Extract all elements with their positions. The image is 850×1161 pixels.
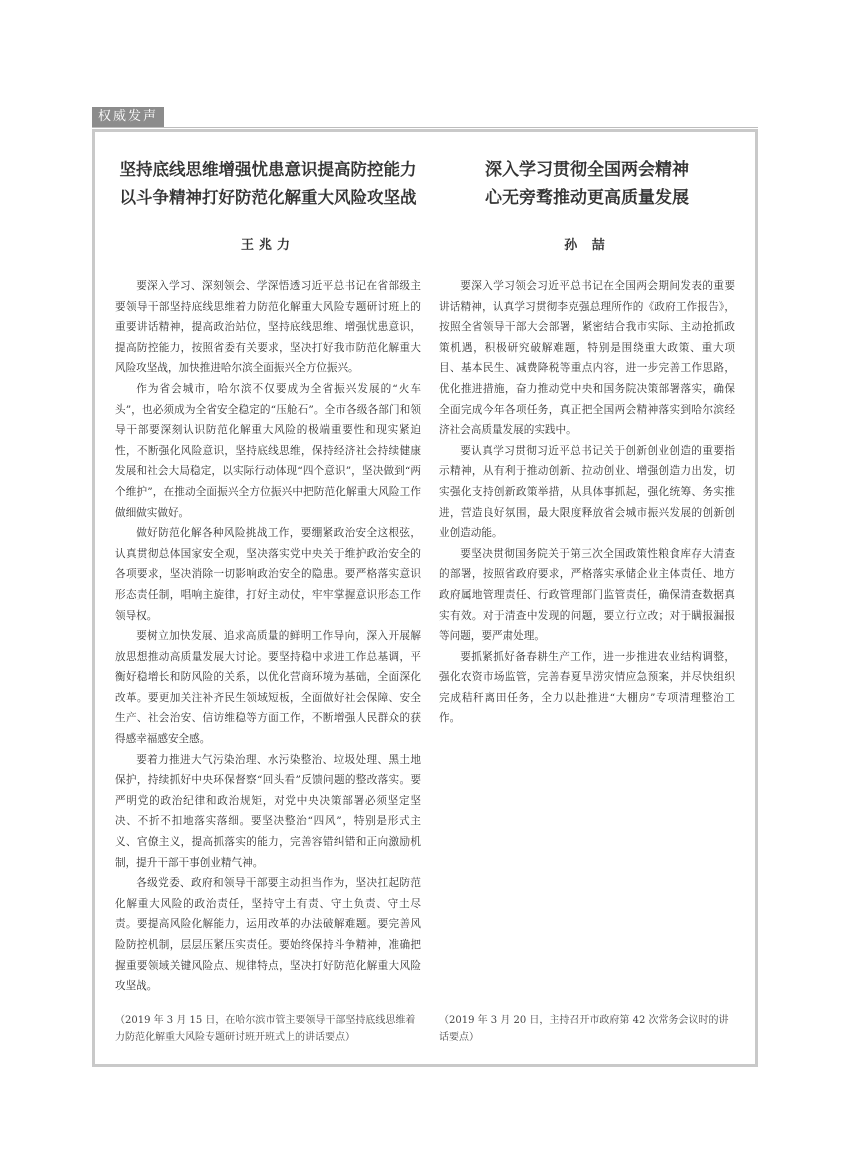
- right-paragraph: 要认真学习贯彻习近平总书记关于创新创业创造的重要指示精神，从有利于推动创新、拉动创业、增强创造力出发，切实强化支持创新政策举措，从具体事抓起，强化统筹、务实推进，营造良好氛围，最大限度释放省会城市振兴发展的创新创业创造动能。: [439, 444, 735, 540]
- left-title-line-1: 坚持底线思维增强忧患意识提高防控能力: [119, 160, 417, 179]
- section-rule: [92, 127, 758, 128]
- left-paragraph: 要树立加快发展、追求高质量的鲜明工作导向，深入开展解放思想推动高质量发展大讨论。要坚持稳中求进工作总基调，平衡好稳增长和防风险的关系，以优化营商环境为基础，全面深化改革。要更加关注补齐民生领域短板，全面做好社会保障、安全生产、社会治安、信访维稳等方面工作，不断增强人民群众的获得感幸福感安全感。: [115, 630, 421, 746]
- left-article: [115, 132, 421, 1064]
- left-author: 王兆力: [240, 238, 295, 253]
- left-body: [115, 276, 421, 997]
- right-author: 孙 喆: [564, 238, 610, 253]
- section-tag: 权威发声: [92, 107, 164, 127]
- left-paragraph: 各级党委、政府和领导干部要主动担当作为，坚决扛起防范化解重大风险的政治责任，坚持守土有责、守土负责、守土尽责。要提高风险化解能力，运用改革的办法破解难题。要完善风险防控机制，层层压紧压实责任。要始终保持斗争精神，准确把握重要领域关键风险点、规律特点，坚决打好防范化解重大风险攻坚战。: [115, 877, 421, 993]
- right-title-line-1: 深入学习贯彻全国两会精神: [485, 160, 689, 180]
- right-paragraph: 要抓紧抓好备春耕生产工作，进一步推进农业结构调整，强化农资市场监管，完善春夏旱涝灾情应急预案，并尽快组织完成秸秆离田任务，全力以赴推进“大棚房”专项清理整治工作。: [439, 650, 735, 725]
- right-title: [439, 156, 735, 212]
- article-frame: [92, 129, 758, 1067]
- left-source-note: （2019 年 3 月 15 日，在哈尔滨市管主要领导干部坚持底线思维着力防范化解重大风险专题研讨班开班式上的讲话要点）: [115, 1015, 416, 1043]
- left-title: [115, 156, 421, 212]
- right-title-line-2: 心无旁骛推动更高质量发展: [485, 188, 689, 208]
- right-paragraph: 要坚决贯彻国务院关于第三次全国政策性粮食库存大清查的部署，按照省政府要求，严格落实承储企业主体责任、地方政府属地管理责任、行政管理部门监管责任，确保清查数据真实有效。对于清查中发现的问题，要立行立改；对于瞒报漏报等问题，要严肃处理。: [439, 547, 735, 643]
- right-source-note: （2019 年 3 月 20 日，主持召开市政府第 42 次常务会议时的讲话要点）: [439, 1015, 729, 1043]
- left-paragraph: 作为省会城市，哈尔滨不仅要成为全省振兴发展的“火车头”，也必须成为全省安全稳定的“压舱石”。全市各级各部门和领导干部要深刻认识防范化解重大风险的极端重要性和现实紧迫性，不断强化风险意识，坚持底线思维，保持经济社会持续健康发展和社会大局稳定，以实际行动体现“四个意识”，坚决做到“两个维护”，在推动全面振兴全方位振兴中把防范化解重大风险工作做细做实做好。: [115, 382, 421, 519]
- right-body: [439, 276, 735, 729]
- left-paragraph: 要深入学习、深刻领会、学深悟透习近平总书记在省部级主要领导干部坚持底线思维着力防范化解重大风险专题研讨班上的重要讲话精神，提高政治站位，坚持底线思维、增强忧患意识，提高防控能力，按照省委有关要求，坚决打好我市防范化解重大风险攻坚战，加快推进哈尔滨全面振兴全方位振兴。: [115, 280, 421, 375]
- right-paragraph: 要深入学习领会习近平总书记在全国两会期间发表的重要讲话精神，认真学习贯彻李克强总理所作的《政府工作报告》，按照全省领导干部大会部署，紧密结合我市实际、主动抢抓政策机遇，积极研究破解难题，特别是围绕重大政策、重大项目、基本民生、减费降税等重点内容，进一步完善工作思路，优化推进措施，奋力推动党中央和国务院决策部署落实，确保全面完成今年各项任务，真正把全国两会精神落实到哈尔滨经济社会高质量发展的实践中。: [439, 280, 735, 437]
- right-article: [439, 132, 735, 1064]
- left-paragraph: 要着力推进大气污染治理、水污染整治、垃圾处理、黑土地保护，持续抓好中央环保督察“回头看”反馈问题的整改落实。要严明党的政治纪律和政治规矩，对党中央决策部署必须坚定坚决、不折不扣地落实落细。要坚决整治“四风”，特别是形式主义、官僚主义，提高抓落实的能力，完善容错纠错和正向激励机制，提升干部干事创业精气神。: [115, 753, 421, 869]
- left-paragraph: 做好防范化解各种风险挑战工作，要绷紧政治安全这根弦，认真贯彻总体国家安全观，坚决落实党中央关于维护政治安全的各项要求，坚决消除一切影响政治安全的隐患。要严格落实意识形态责任制，唱响主旋律，打好主动仗，牢牢掌握意识形态工作领导权。: [115, 527, 421, 622]
- left-title-line-2: 以斗争精神打好防范化解重大风险攻坚战: [119, 188, 417, 207]
